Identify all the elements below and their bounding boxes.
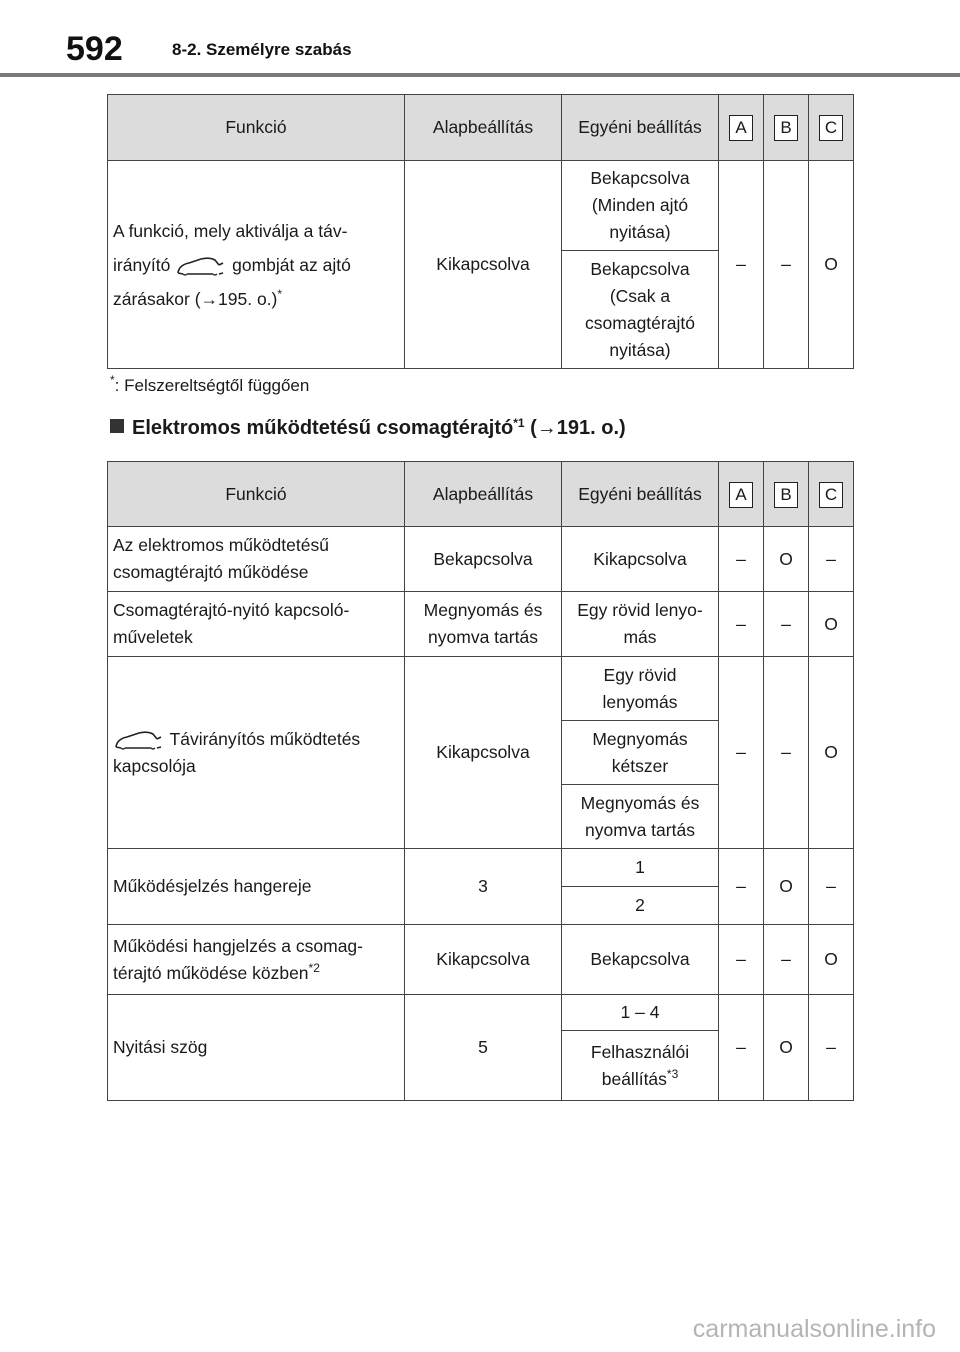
table-header-row <box>108 95 854 161</box>
custom-cell: 2 <box>562 887 719 925</box>
function-cell: Működésjelzés hangereje <box>108 849 405 925</box>
cell-b: – <box>764 925 809 995</box>
cell-b: – <box>764 592 809 657</box>
cell-c: O <box>809 161 854 369</box>
subsection-heading: Elektromos működtetésű csomagtérajtó$^{*1}$ (→191. o.) <box>110 417 626 440</box>
section-title: 8-2. Személyre szabás <box>172 40 352 59</box>
cell-a: – <box>719 592 764 657</box>
settings-table-2 <box>107 461 854 1101</box>
col-header-b: B <box>764 95 809 161</box>
custom-cell: Megnyomás kétszer <box>562 721 719 785</box>
table-row <box>108 995 854 1031</box>
cell-c: – <box>809 995 854 1101</box>
custom-cell: Egy rövid lenyo-más <box>562 592 719 657</box>
cell-c: – <box>809 849 854 925</box>
table-row <box>108 849 854 887</box>
function-cell: Nyitási szög <box>108 995 405 1101</box>
custom-cell: Bekapcsolva <box>562 925 719 995</box>
table-row <box>108 657 854 721</box>
default-cell: Kikapcsolva <box>405 657 562 849</box>
col-header-a: A <box>719 462 764 527</box>
function-cell: Az elektromos működtetésű csomagtérajtó működése <box>108 527 405 592</box>
cell-a: – <box>719 527 764 592</box>
cell-c: O <box>809 592 854 657</box>
page-header <box>0 0 960 78</box>
col-header-custom: Egyéni beállítás <box>562 462 719 527</box>
cell-c: O <box>809 657 854 849</box>
col-header-default: Alapbeállítás <box>405 95 562 161</box>
function-cell: Távirányítós működtetés kapcsolója <box>108 657 405 849</box>
table-row <box>108 925 854 995</box>
custom-cell: Bekapcsolva (Csak a csomagtérajtó nyitása) <box>562 251 719 369</box>
table-row <box>108 161 854 251</box>
default-cell: Bekapcsolva <box>405 527 562 592</box>
settings-table-1 <box>107 94 854 369</box>
col-header-function: Funkció <box>108 95 405 161</box>
custom-cell: Bekapcsolva (Minden ajtó nyitása) <box>562 161 719 251</box>
custom-cell: Kikapcsolva <box>562 527 719 592</box>
custom-cell: 1 <box>562 849 719 887</box>
custom-cell: Megnyomás és nyomva tartás <box>562 785 719 849</box>
cell-a: – <box>719 995 764 1101</box>
default-cell: 3 <box>405 849 562 925</box>
default-cell: Megnyomás és nyomva tartás <box>405 592 562 657</box>
cell-a: – <box>719 849 764 925</box>
col-header-default: Alapbeállítás <box>405 462 562 527</box>
cell-c: – <box>809 527 854 592</box>
function-cell: A funkció, mely aktiválja a táv-irányító gombját az ajtó zárásakor (→195. o.)* <box>108 161 405 369</box>
cell-a: – <box>719 657 764 849</box>
function-cell: Csomagtérajtó-nyitó kapcsoló-műveletek <box>108 592 405 657</box>
car-tailgate-icon <box>113 729 165 751</box>
default-cell: Kikapcsolva <box>405 161 562 369</box>
function-cell: Működési hangjelzés a csomag-térajtó működése közben$^{*2}$ <box>108 925 405 995</box>
cell-a: – <box>719 161 764 369</box>
header-divider <box>0 73 960 77</box>
table-header-row <box>108 462 854 527</box>
custom-cell: Felhasználói beállítás$^{*3}$ <box>562 1031 719 1101</box>
custom-cell: 1 – 4 <box>562 995 719 1031</box>
table-row <box>108 592 854 657</box>
cell-b: O <box>764 849 809 925</box>
cell-b: – <box>764 657 809 849</box>
col-header-function: Funkció <box>108 462 405 527</box>
col-header-c: C <box>809 95 854 161</box>
cell-b: – <box>764 161 809 369</box>
watermark: carmanualsonline.info <box>692 1315 936 1343</box>
car-tailgate-icon <box>175 255 227 277</box>
col-header-b: B <box>764 462 809 527</box>
cell-b: O <box>764 995 809 1101</box>
table-row <box>108 527 854 592</box>
col-header-a: A <box>719 95 764 161</box>
footnote: *: Felszereltségtől függően <box>110 373 310 395</box>
default-cell: Kikapcsolva <box>405 925 562 995</box>
cell-a: – <box>719 925 764 995</box>
page-number: 592 <box>66 30 123 68</box>
square-bullet-icon <box>110 419 124 433</box>
default-cell: 5 <box>405 995 562 1101</box>
cell-b: O <box>764 527 809 592</box>
col-header-c: C <box>809 462 854 527</box>
cell-c: O <box>809 925 854 995</box>
col-header-custom: Egyéni beállítás <box>562 95 719 161</box>
custom-cell: Egy rövid lenyomás <box>562 657 719 721</box>
